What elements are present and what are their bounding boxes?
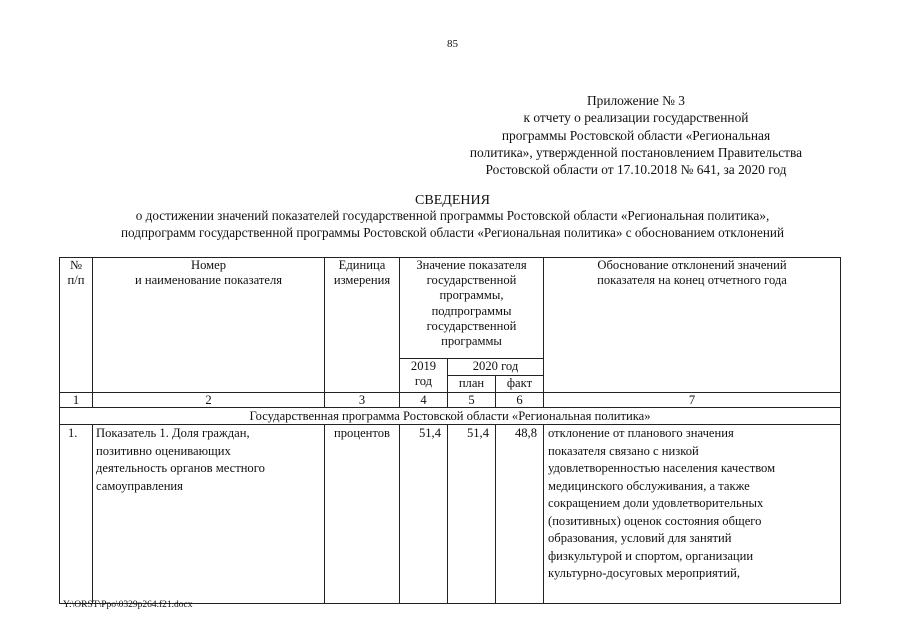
- header-plan: план: [448, 376, 496, 393]
- column-number: 2: [93, 393, 325, 408]
- header-name: Номер и наименование показателя: [93, 258, 325, 393]
- indicators-table: [59, 257, 841, 604]
- document-subtitle: [20, 208, 885, 242]
- subtitle-line: о достижении значений показателей государственной программы Ростовской области «Региональная политика»,: [135, 208, 770, 223]
- appendix-line: программы Ростовской области «Региональная: [501, 127, 771, 143]
- column-number: 1: [60, 393, 93, 408]
- file-path-footer: Y:\ORST\Ppo\0329p264.f21.docx: [63, 600, 193, 610]
- appendix-header: [430, 92, 842, 178]
- document-title: СВЕДЕНИЯ: [415, 193, 490, 208]
- column-number: 6: [496, 393, 544, 408]
- row-value-2019: 51,4: [400, 425, 448, 604]
- appendix-line: к отчету о реализации государственной: [523, 110, 749, 126]
- row-num: 1.: [60, 425, 93, 604]
- column-number: 3: [325, 393, 400, 408]
- header-2020: 2020 год: [448, 359, 544, 376]
- header-fact: факт: [496, 376, 544, 393]
- row-justification: отклонение от планового значения показателя связано с низкой удовлетворенностью населения качеством медицинского обслуживания, а также сокращением доли удовлетворительных (позитивных) оценок состояния общего образования, условий для занятий физкультурой и спортом, организации культурно-досуговых мероприятий,: [544, 425, 841, 604]
- column-number: 7: [544, 393, 841, 408]
- row-value-fact: 48,8: [496, 425, 544, 604]
- page-number: 85: [447, 38, 458, 50]
- row-unit: процентов: [325, 425, 400, 604]
- column-number: 5: [448, 393, 496, 408]
- appendix-line: политика», утвержденной постановлением Правительства: [469, 144, 803, 160]
- header-justification: Обоснование отклонений значений показателя на конец отчетного года: [544, 258, 841, 393]
- table-row: [60, 425, 841, 604]
- row-indicator-name: Показатель 1. Доля граждан, позитивно оценивающих деятельность органов местного самоуправления: [93, 425, 325, 604]
- subtitle-line: подпрограмм государственной программы Ростовской области «Региональная политика» с обоснованием отклонений: [120, 224, 785, 240]
- column-numbers-row: [60, 393, 841, 408]
- header-value: Значение показателя государственной программы, подпрограммы государственной программы: [400, 258, 544, 359]
- row-value-plan: 51,4: [448, 425, 496, 604]
- appendix-line: Приложение № 3: [586, 93, 686, 108]
- header-num: № п/п: [60, 258, 93, 393]
- header-unit: Единица измерения: [325, 258, 400, 393]
- header-2019: 2019 год: [400, 359, 448, 393]
- appendix-line: Ростовской области от 17.10.2018 № 641, за 2020 год: [485, 162, 787, 178]
- section-title: Государственная программа Ростовской области «Региональная политика»: [60, 408, 841, 425]
- section-row: [60, 408, 841, 425]
- column-number: 4: [400, 393, 448, 408]
